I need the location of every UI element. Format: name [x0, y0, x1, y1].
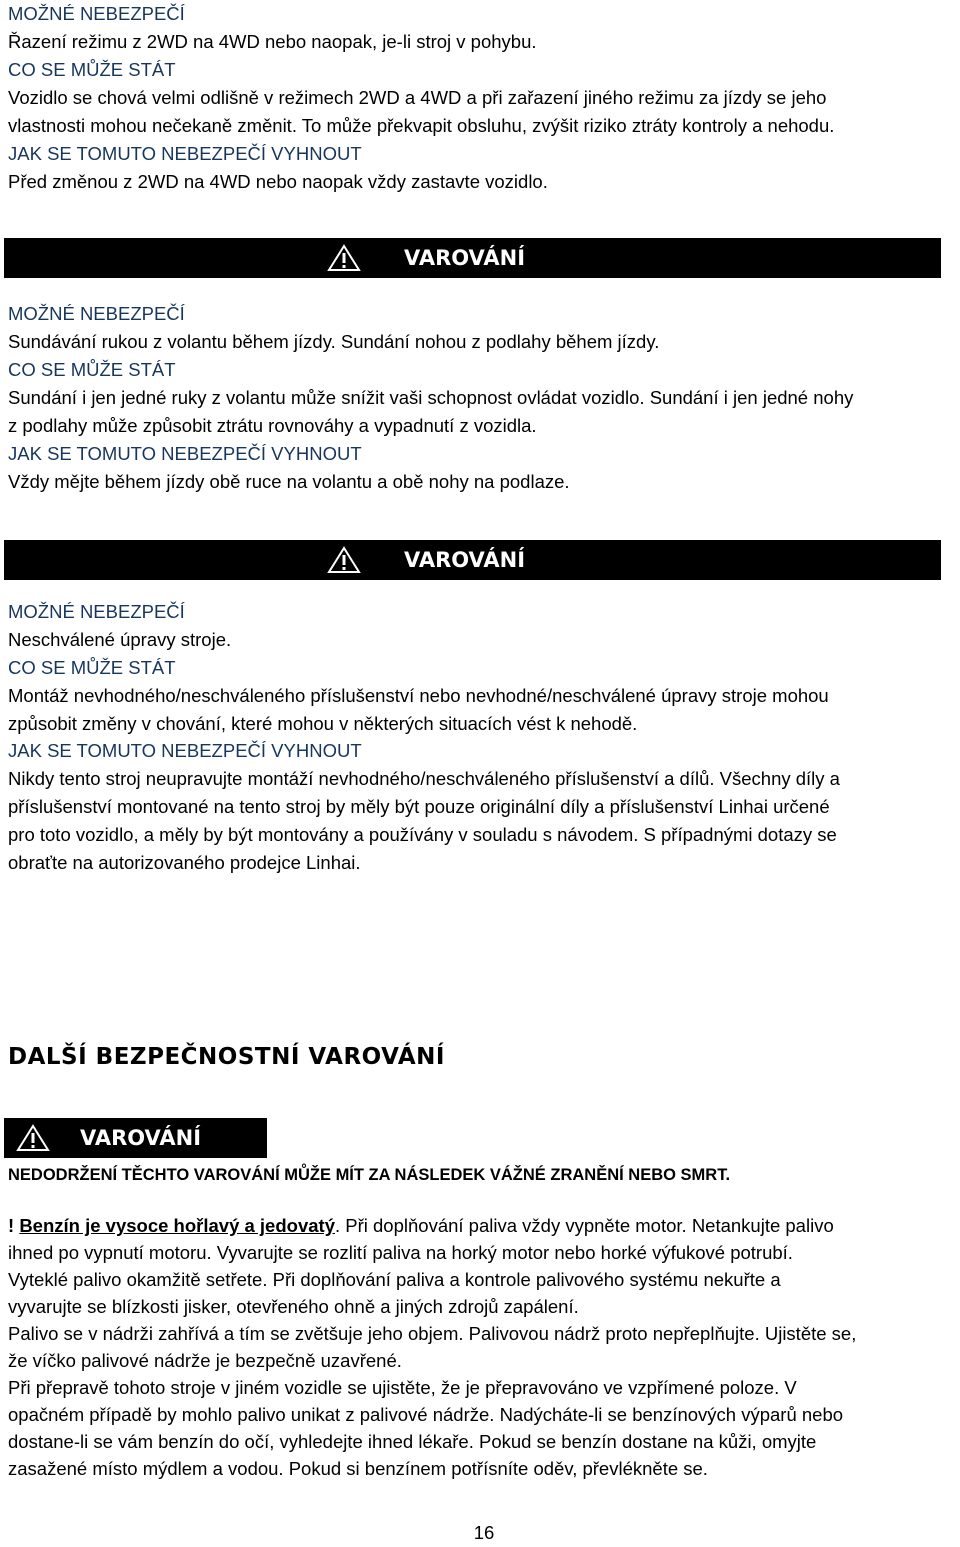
avoid-label: JAK SE TOMUTO NEBEZPEČÍ VYHNOUT — [8, 740, 362, 761]
hazard-text: Neschválené úpravy stroje. — [8, 629, 232, 650]
avoid-text: pro toto vozidlo, a měly by být montovány a používány v souladu s návodem. S případnými dotazy se — [8, 824, 837, 845]
hazard-label: MOŽNÉ NEBEZPEČÍ — [8, 601, 185, 622]
fuel-text: dostane-li se vám benzín do očí, vyhledejte ihned lékaře. Pokud se benzín dostane na kůži, omyjte — [8, 1431, 817, 1452]
warning-triangle-icon — [327, 546, 361, 574]
consequence-text: Montáž nevhodného/neschváleného příslušenství nebo nevhodné/neschválené úpravy stroje mohou — [8, 685, 829, 706]
avoid-label: JAK SE TOMUTO NEBEZPEČÍ VYHNOUT — [8, 143, 362, 164]
warning-triangle-icon — [327, 244, 361, 272]
fuel-text: Vyteklé palivo okamžitě setřete. Při doplňování paliva a kontrole palivového systému nekuřte a — [8, 1269, 781, 1290]
fuel-text: Při přepravě tohoto stroje v jiném vozidle se ujistěte, že je přepravováno ve vzpřímené poloze. V — [8, 1377, 797, 1398]
consequence-text: z podlahy může způsobit ztrátu rovnováhy a vypadnutí z vozidla. — [8, 415, 537, 436]
warning-label: VAROVÁNÍ — [404, 246, 526, 270]
consequence-label: CO SE MŮŽE STÁT — [8, 59, 176, 80]
page-number: 16 — [473, 1522, 495, 1543]
fuel-text: Palivo se v nádrži zahřívá a tím se zvětšuje jeho objem. Palivovou nádrž proto nepřeplňujte. Ujistěte se, — [8, 1323, 857, 1344]
warning-banner — [4, 540, 941, 580]
avoid-text: Vždy mějte během jízdy obě ruce na volantu a obě nohy na podlaze. — [8, 471, 570, 492]
consequence-text: Sundání i jen jedné ruky z volantu může snížit vaši schopnost ovládat vozidlo. Sundání i jen jedné nohy — [8, 387, 854, 408]
warning-triangle-icon — [16, 1124, 50, 1152]
avoid-text: obraťte na autorizovaného prodejce Linhai. — [8, 852, 361, 873]
avoid-label: JAK SE TOMUTO NEBEZPEČÍ VYHNOUT — [8, 443, 362, 464]
consequence-label: CO SE MŮŽE STÁT — [8, 359, 176, 380]
hazard-text: Sundávání rukou z volantu během jízdy. Sundání nohou z podlahy během jízdy. — [8, 331, 660, 352]
fuel-text: že víčko palivové nádrže je bezpečně uzavřené. — [8, 1350, 402, 1371]
consequence-text: Vozidlo se chová velmi odlišně v režimech 2WD a 4WD a při zařazení jiného režimu za jízdy se jeho — [8, 87, 827, 108]
section-heading: DALŠÍ BEZPEČNOSTNÍ VAROVÁNÍ — [8, 1044, 445, 1070]
avoid-text: příslušenství montované na tento stroj by měly být pouze originální díly a příslušenství Linhai určené — [8, 796, 830, 817]
hazard-text: Řazení režimu z 2WD na 4WD nebo naopak, je-li stroj v pohybu. — [8, 31, 537, 52]
warning-banner — [4, 1118, 267, 1158]
fuel-text: ihned po vypnutí motoru. Vyvarujte se rozlití paliva na horký motor nebo horké výfukové potrubí. — [8, 1242, 793, 1263]
avoid-text: Před změnou z 2WD na 4WD nebo naopak vždy zastavte vozidlo. — [8, 171, 548, 192]
warning-label: VAROVÁNÍ — [404, 548, 526, 572]
consequence-text: způsobit změny v chování, které mohou v některých situacích vést k nehodě. — [8, 713, 638, 734]
warning-label: VAROVÁNÍ — [80, 1126, 202, 1150]
consequence-label: CO SE MŮŽE STÁT — [8, 657, 176, 678]
avoid-text: Nikdy tento stroj neupravujte montáží nevhodného/neschváleného příslušenství a dílů. Všechny díly a — [8, 768, 840, 789]
fuel-text: vyvarujte se blízkosti jisker, otevřeného ohně a jiných zdrojů zapálení. — [8, 1296, 579, 1317]
fuel-text: opačném případě by mohlo palivo unikat z palivové nádrže. Nadýcháte-li se benzínových výparů nebo — [8, 1404, 844, 1425]
warning-notice: NEDODRŽENÍ TĚCHTO VAROVÁNÍ MŮŽE MÍT ZA NÁSLEDEK VÁŽNÉ ZRANĚNÍ NEBO SMRT. — [8, 1166, 731, 1184]
fuel-warning-emphasis: Benzín je vysoce hořlavý a jedovatý — [19, 1215, 335, 1236]
consequence-text: vlastnosti mohou nečekaně změnit. To může překvapit obsluhu, zvýšit riziko ztráty kontroly a nehodu. — [8, 115, 835, 136]
exclamation-icon: ! — [8, 1215, 15, 1236]
warning-banner — [4, 238, 941, 278]
fuel-text: zasažené místo mýdlem a vodou. Pokud si benzínem potřísníte oděv, převlékněte se. — [8, 1458, 708, 1479]
fuel-warning-lead — [8, 1212, 954, 1239]
hazard-label: MOŽNÉ NEBEZPEČÍ — [8, 303, 185, 324]
fuel-warning-rest: . Při doplňování paliva vždy vypněte motor. Netankujte palivo — [334, 1215, 834, 1236]
hazard-label: MOŽNÉ NEBEZPEČÍ — [8, 3, 185, 24]
